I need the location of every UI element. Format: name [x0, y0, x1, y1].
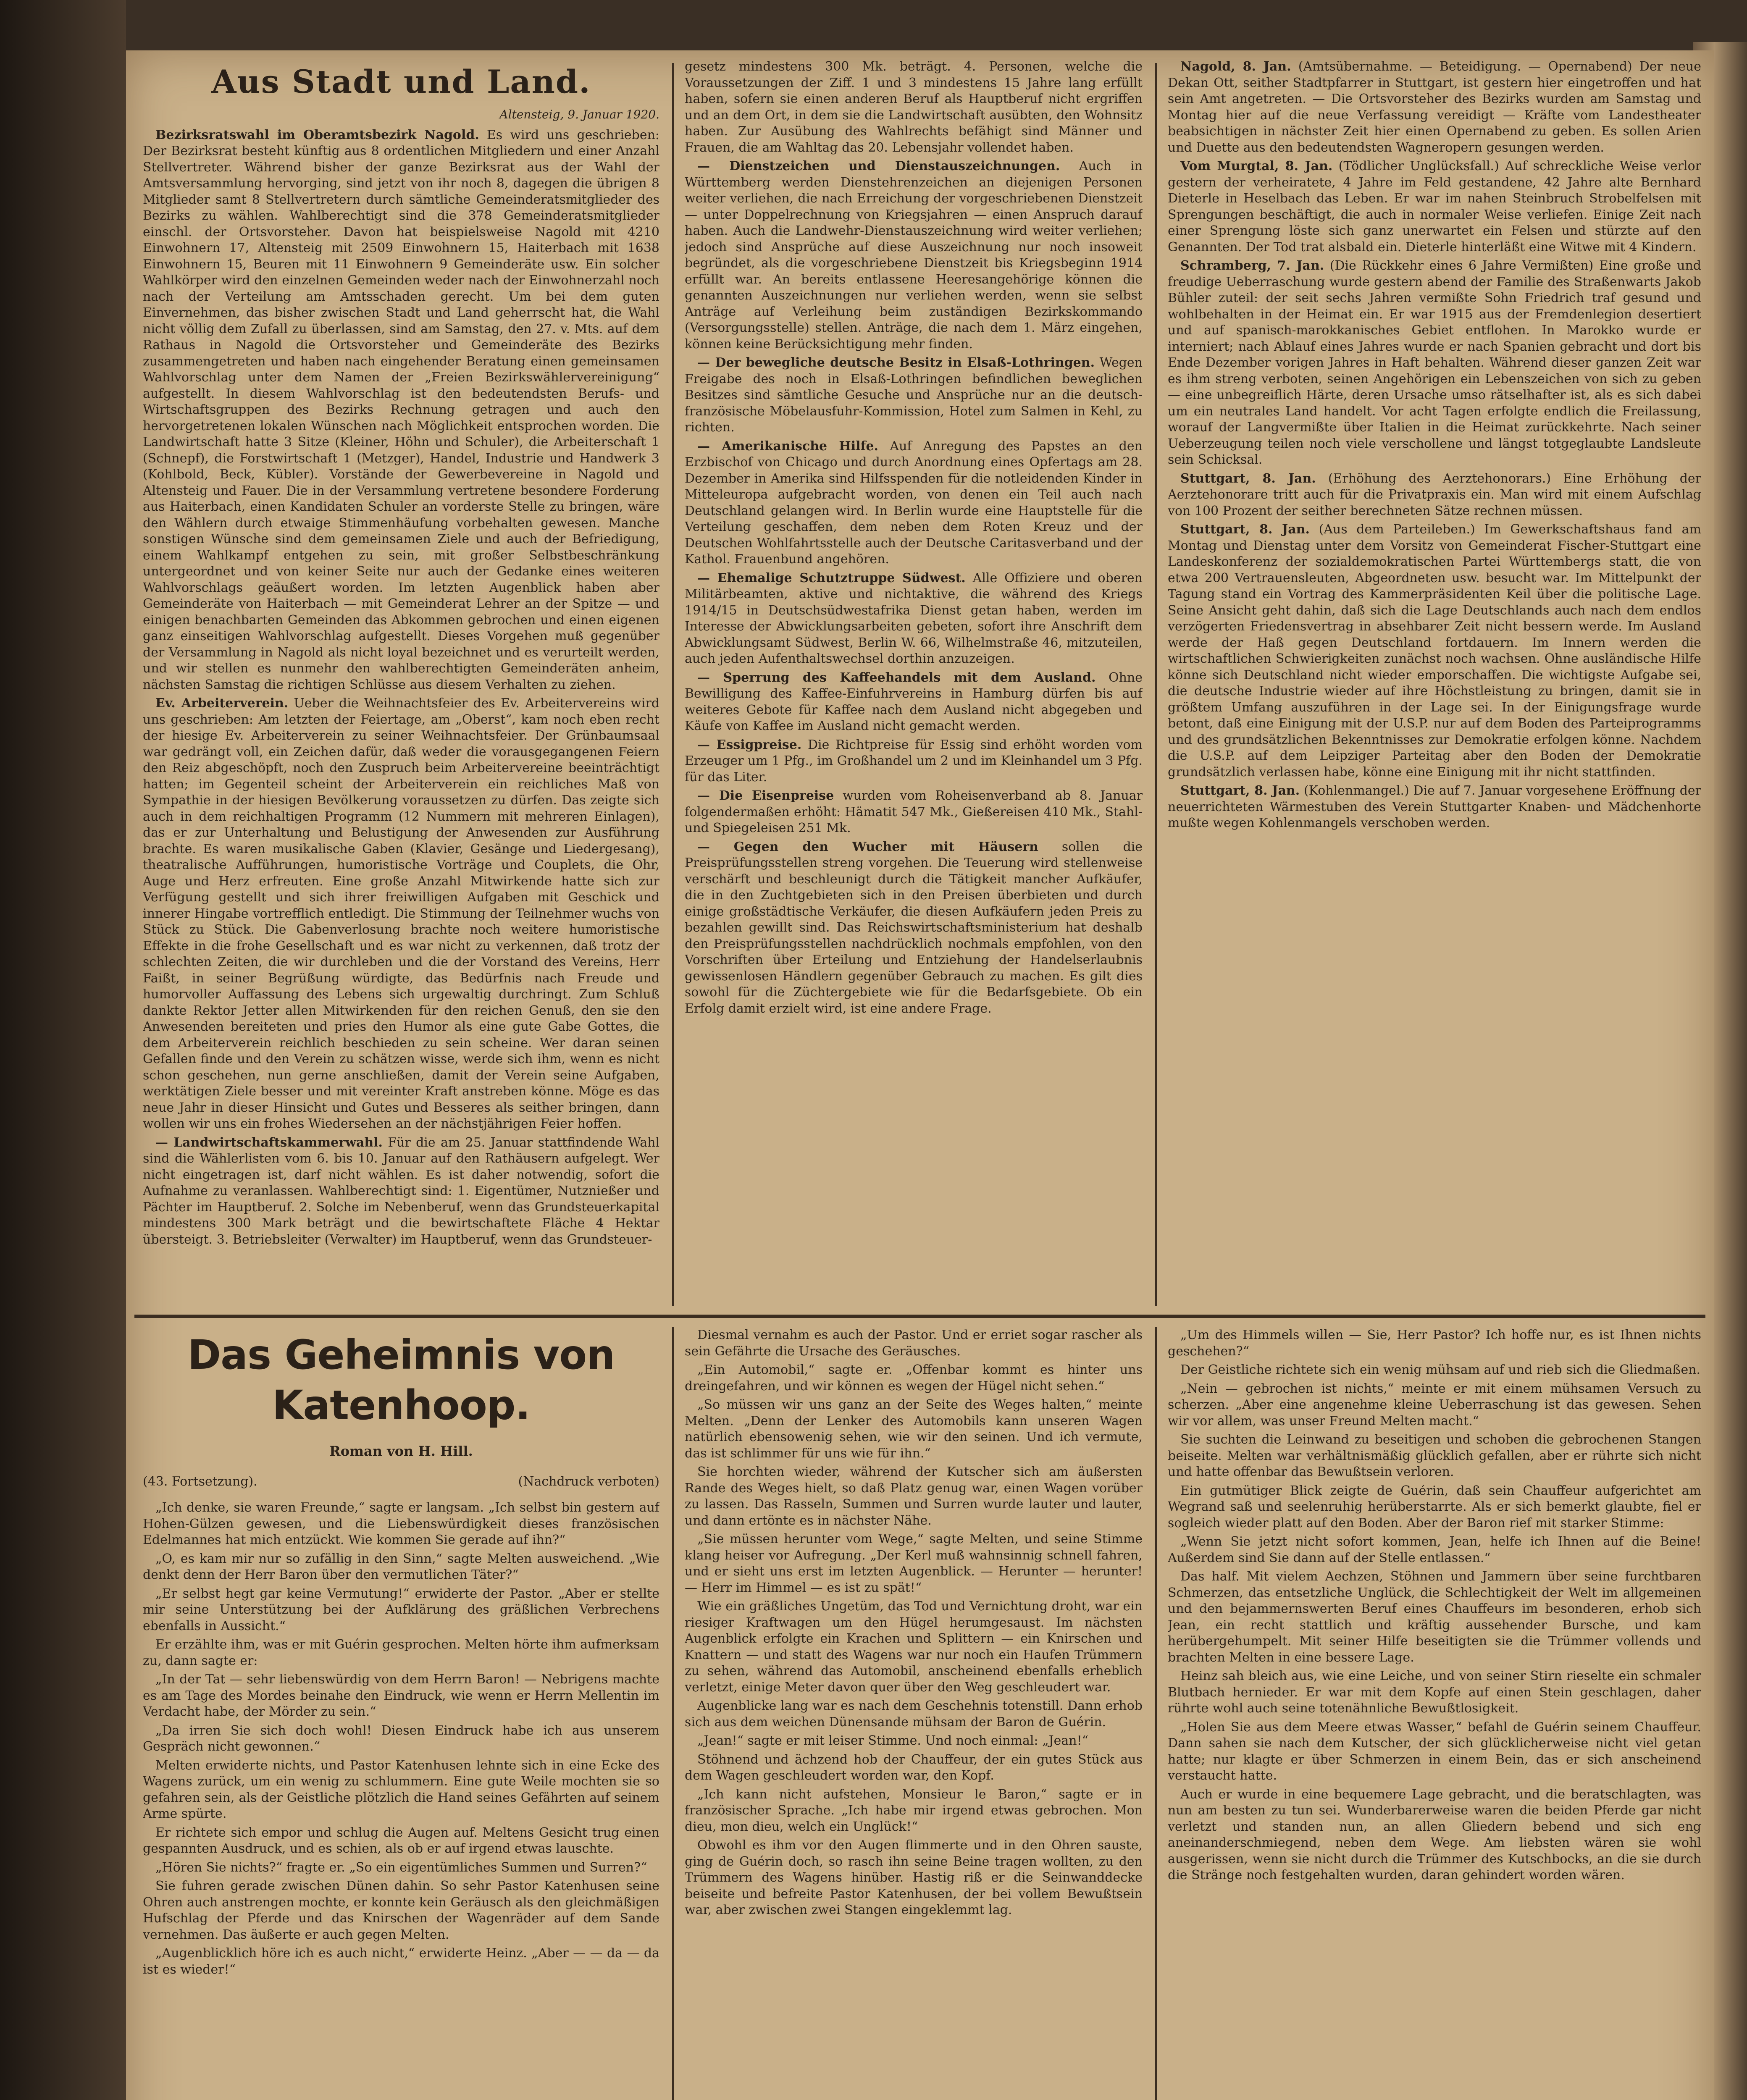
- serial-novel-column: [143, 1327, 659, 2100]
- column-rule: [672, 63, 674, 1306]
- article-text: Es wird uns geschrieben: Der Bezirksrat besteht künftig aus 8 ordentlichen Mitgliedern und einer Anzahl Stellvertreter. Während bisher der ganze Bezirksrat aus der Wahl der Amtsversammlung hervorging, sind jetzt von ihr noch 8, dagegen die übrigen 8 Mitglieder samt 8 Stellvertretern durch sämtliche Gemeinderatsmitglieder des Bezirks zu wählen. Wahlberechtigt sind die 378 Gemeinderatsmitglieder einschl. der Ortsvorsteher. Davon hat beispielsweise Nagold mit 4210 Einwohnern 17, Altensteig mit 2509 Einwohnern 15, Haiterbach mit 1638 Einwohnern 15, Beuren mit 11 Einwohnern 9 Gemeinderäte usw. Ein solcher Wahlkörper wird den einzelnen Gemeinden weder nach der Einwohnerzahl noch nach der Verteilung am Amtsschaden gerecht. Um bei dem guten Einvernehmen, das bisher zwischen Stadt und Land geherrscht hat, die Wahl nicht völlig dem Zufall zu überlassen, sind am Samstag, den 27. v. Mts. auf dem Rathaus in Nagold die Ortsvorsteher und Gemeinderäte des Bezirks zusammengetreten und haben nach eingehender Beratung einen gemeinsamen Wahlvorschlag unter dem Namen der „Freien Bezirkswählervereinigung“ aufgestellt. In diesem Wahlvorschlag ist den bedeutendsten Berufs- und Wirtschaftsgruppen des Bezirks Rechnung getragen und auch den hervorgetretenen lokalen Wünschen nach Möglichkeit entsprochen worden. Die Landwirtschaft hatte 3 Sitze (Kleiner, Höhn und Schuler), die Arbeiterschaft 1 (Schnepf), die Forstwirtschaft 1 (Metzger), Handel, Industrie und Handwerk 3 (Kohlbold, Beck, Kübler). Vorstände der Gewerbevereine in Nagold und Altensteig und Fauer. Die in der Versammlung vertretene besondere Forderung aus Haiterbach, einen Kandidaten Schuler an vorderste Stelle zu bringen, wäre den Wählern durch etwaige Stimmenhäufung vorbehalten gewesen. Manche sonstigen Wünsche sind dem gemeinsamen Ziele und auch der Befriedigung, einem Wahlkampf entgehen zu sein, mit großer Selbstbeschränkung untergeordnet und von keiner Seite nur auch der Gedanke eines weiteren Wahlvorschlags geäußert worden. Im letzten Augenblick haben aber Gemeinderäte von Haiterbach — mit Gemeinderat Lehrer an der Spitze — und einigen benachbarten Gemeinden das Abkommen gebrochen und einen eigenen ganz einseitigen Wahlvorschlag aufgestellt. Dieses Vorgehen muß gegenüber der Versammlung in Nagold als nicht loyal bezeichnet und es verurteilt werden, und wir stellen es nunmehr den wahlberechtigten Gemeinderäten anheim, nächsten Samstag die richtigen Schlüsse aus diesem Verhalten zu ziehen.: [143, 127, 659, 692]
- article-text: Für die am 25. Januar stattfindende Wahl sind die Wählerlisten vom 6. bis 10. Januar auf den Rathäusern aufgelegt. Wer nicht eingetragen ist, darf nicht wählen. Es ist daher notwendig, sofort die Aufnahme zu veranlassen. Wahlberechtigt sind: 1. Eigentümer, Nutznießer und Pächter im Hauptberuf. 2. Solche im Nebenberuf, wenn das Grundsteuerkapital mindestens 300 Mark beträgt und die bewirtschaftete Fläche 4 Hektar übersteigt. 3. Betriebsleiter (Verwalter) im Hauptberuf, wenn das Grundsteuer-: [143, 1135, 659, 1247]
- article-text: (Amtsübernahme. — Beteidigung. — Opernabend) Der neue Dekan Ott, seither Stadtpfarrer in Stuttgart, ist gestern hier eingetroffen und hat sein Amt angetreten. — Die Ortsvorsteher des Bezirks wurden am Samstag und Montag hier auf die neue Verfassung vereidigt — Kräfte vom Landestheater beabsichtigen in nächster Zeit hier einen Opernabend zu geben. Es sollen Arien und Duette aus den bedeutendsten Wagneropern gesungen werden.: [1168, 59, 1701, 155]
- article-text: Die Richtpreise für Essig sind erhöht worden vom Erzeuger um 1 Pfg., im Großhandel um 2 und im Kleinhandel um 3 Pfg. für das Liter.: [685, 737, 1143, 785]
- article-text: Ohne Bewilligung des Kaffee-Einfuhrvereins in Hamburg dürfen bis auf weiteres Gebote für Kaffee nach dem Ausland nicht abgegeben und Käufe von Kaffee im Ausland nicht gemacht werden.: [685, 670, 1143, 733]
- column-rule: [672, 1327, 674, 2100]
- article-text: sollen die Preisprüfungsstellen streng vorgehen. Die Teuerung wird stellenweise verschärft und beschleunigt durch die Tätigkeit mancher Aufkäufer, die in den Zuchtgebieten sich in den Preisen überbieten und durch einige großstädtische Verkäufer, die diesen Aufkäufern jeden Preis zu bezahlen gewillt sind. Das Reichswirtschaftsministerium hat deshalb den Preisprüfungsstellen nachdrücklich nochmals empfohlen, von den Vorschriften über Erteilung und Entziehung der Handelserlaubnis gewissenlosen Händlern gegenüber Gebrauch zu machen. Es gilt dies sowohl für die Züchtergebiete wie für die Bedarfsgebiete. Ob ein Erfolg damit erzielt wird, ist eine andere Frage.: [685, 839, 1143, 1016]
- article-lead: — Die Eisenpreise: [697, 788, 834, 803]
- serial-title: Das Geheimnis von Katenhoop.: [187, 1331, 615, 1429]
- article: [685, 788, 1143, 837]
- article: [1168, 258, 1701, 468]
- article-text: Alle Offiziere und oberen Militärbeamten, aktive und nichtaktive, die während des Kriegs 1914/15 in Deutschsüdwestafrika Dienst getan haben, werden im Interesse der Abwicklungsarbeiten gebeten, sofort ihre Anschrift dem Abwicklungsamt Südwest, Berlin W. 66, Wilhelmstraße 46, mitzuteilen, auch jeden Aufenthaltswechsel dorthin anzuzeigen.: [685, 570, 1143, 666]
- article: [685, 59, 1143, 156]
- novel-paragraph: Augenblicke lang war es nach dem Geschehnis totenstill. Dann erhob sich aus dem weichen Dünensande mühsam der Baron de Guérin.: [685, 1698, 1143, 1730]
- novel-paragraph: Heinz sah bleich aus, wie eine Leiche, und von seiner Stirn rieselte ein schmaler Blutbach hernieder. Er war mit dem Kopfe auf einen Stein geschlagen, daher rührte wohl auch seine totenähnliche Bewußtlosigkeit.: [1168, 1669, 1701, 1716]
- novel-paragraph: Sie horchten wieder, während der Kutscher sich am äußersten Rande des Weges hielt, so daß Platz genug war, einen Wagen vorüber zu lassen. Das Rasseln, Summen und Surren wurde lauter und lauter, und dann ertönte es in nächster Nähe.: [685, 1465, 1143, 1528]
- novel-paragraph: Obwohl es ihm vor den Augen flimmerte und in den Ohren sauste, ging de Guérin doch, so rasch ihn seine Beine tragen wollten, zu den Trümmern des Wagens hinüber. Hastig riß er die Seinwanddecke beiseite und befreite Pastor Katenhusen, der bei vollem Bewußtsein war, aber zwischen zwei Stangen eingeklemmt lag.: [685, 1838, 1143, 1917]
- novel-paragraph: Er richtete sich empor und schlug die Augen auf. Meltens Gesicht trug einen gespannten Ausdruck, und es schien, als ob er auf irgend etwas lauschte.: [143, 1825, 659, 1856]
- serial-novel-column: [685, 1327, 1143, 2100]
- novel-paragraph: Stöhnend und ächzend hob der Chauffeur, der ein gutes Stück aus dem Wagen geschleudert worden war, den Kopf.: [685, 1752, 1143, 1783]
- article-lead: Vom Murgtal, 8. Jan.: [1180, 159, 1333, 173]
- novel-paragraph: „Hören Sie nichts?“ fragte er. „So ein eigentümliches Summen und Surren?“: [155, 1860, 647, 1875]
- section-rule: [134, 1315, 1705, 1318]
- novel-paragraph: „O, es kam mir nur so zufällig in den Sinn,“ sagte Melten ausweichend. „Wie denkt denn der Herr Baron über den vermutlichen Täter?“: [143, 1551, 659, 1582]
- article: [1168, 471, 1701, 520]
- local-news-column: [685, 59, 1143, 1310]
- novel-paragraph: Er erzählte ihm, was er mit Guérin gesprochen. Melten hörte ihm aufmerksam zu, dann sagte er:: [143, 1637, 659, 1668]
- article: [685, 158, 1143, 352]
- novel-paragraph: „Wenn Sie jetzt nicht sofort kommen, Jean, helfe ich Ihnen auf die Beine! Außerdem sind Sie dann auf der Stelle entlassen.“: [1168, 1534, 1701, 1565]
- article-lead: — Essigpreise.: [697, 737, 802, 752]
- article-lead: Bezirksratswahl im Oberamtsbezirk Nagold.: [155, 127, 479, 142]
- novel-paragraph: Melten erwiderte nichts, und Pastor Katenhusen lehnte sich in eine Ecke des Wagens zurück, um ein wenig zu schlummern. Eine gute Weile mochten sie so gefahren sein, als der Geistliche plötzlich die Hand seines Gefährten auf seinem Arme spürte.: [143, 1758, 659, 1821]
- book-spine-shadow: [0, 0, 126, 2100]
- reprint-notice: (Nachdruck verboten): [518, 1474, 659, 1489]
- novel-paragraph: „In der Tat — sehr liebenswürdig von dem Herrn Baron! — Nebrigens machte es am Tage des Mordes beinahe den Eindruck, wie wenn er Herrn Mellentin im Verdacht habe, der Mörder zu sein.“: [143, 1672, 659, 1719]
- novel-paragraph: Das half. Mit vielem Aechzen, Stöhnen und Jammern über seine furchtbaren Schmerzen, das entsetzliche Unglück, die Schlechtigkeit der Welt im allgemeinen und den bejammernswerten Beruf eines Chauffeurs im besonderen, erhob sich Jean, ein recht stattlich und kräftig aussehender Bursche, und kam herübergehumpelt. Mit seiner Hilfe beseitigten sie die Trümmer vollends und brachten Melten in eine bessere Lage.: [1168, 1569, 1701, 1665]
- article-text: gesetz mindestens 300 Mk. beträgt. 4. Personen, welche die Voraussetzungen der Ziff. 1 und 3 mindestens 15 Jahre lang erfüllt haben, sofern sie einen anderen Beruf als Hauptberuf nicht ergriffen und an dem Ort, in dem sie die Landwirtschaft ausübten, den Wohnsitz haben. Zur Ausübung des Wahlrechts befähigt sind Männer und Frauen, die am Wahltag das 20. Lebensjahr vollendet haben.: [685, 59, 1143, 155]
- novel-paragraph: Sie suchten die Leinwand zu beseitigen und schoben die gebrochenen Stangen beiseite. Melten war verhältnismäßig glücklich gefallen, aber er rührte sich nicht und hatte offenbar das Bewußtsein verloren.: [1168, 1432, 1701, 1479]
- installment-line: [143, 1474, 659, 1490]
- newspaper-page: [126, 50, 1714, 2100]
- article-lead: — Ehemalige Schutztruppe Südwest.: [697, 570, 966, 585]
- article: [685, 438, 1143, 568]
- article: [143, 1135, 659, 1248]
- article-lead: — Landwirtschaftskammerwahl.: [155, 1135, 383, 1150]
- novel-paragraph: „Nein — gebrochen ist nichts,“ meinte er mit einem mühsamen Versuch zu scherzen. „Aber eine angenehme kleine Ueberraschung ist das gewesen. Sehen wir vor allem, was unser Freund Melten macht.“: [1168, 1381, 1701, 1428]
- column-rule: [1155, 63, 1157, 1306]
- article: [143, 696, 659, 1132]
- novel-paragraph: „Er selbst hegt gar keine Vermutung!“ erwiderte der Pastor. „Aber er stellte mir seine Unterstützung bei der Aufklärung des gräßlichen Verbrechens ebenfalls in Aussicht.“: [143, 1586, 659, 1633]
- novel-paragraph: „So müssen wir uns ganz an der Seite des Weges halten,“ meinte Melten. „Denn der Lenker des Automobils kann unseren Wagen natürlich ebensowenig sehen, wie wir den seinen. Und ich vermute, das ist schlimmer für uns wie für ihn.“: [685, 1397, 1143, 1461]
- article-lead: Stuttgart, 8. Jan.: [1180, 471, 1316, 486]
- novel-paragraph: Ein gutmütiger Blick zeigte de Guérin, daß sein Chauffeur aufgerichtet am Wegrand saß und seelenruhig herüberstarrte. Als er sich bemerkt glaubte, fiel er sogleich wieder platt auf den Boden. Aber der Baron rief mit starker Stimme:: [1168, 1483, 1701, 1530]
- article-lead: Nagold, 8. Jan.: [1180, 59, 1291, 74]
- article-lead: — Sperrung des Kaffeehandels mit dem Ausland.: [697, 670, 1096, 685]
- serial-novel-column: [1168, 1327, 1701, 2100]
- serial-byline: Roman von H. Hill.: [329, 1443, 473, 1459]
- article: [685, 355, 1143, 436]
- article-text: Auf Anregung des Papstes an den Erzbischof von Chicago und durch Anordnung eines Opfertags am 28. Dezember in Amerika sind Hilfsspenden für die notleidenden Kinder in Mitteleuropa aufgebracht worden, von denen ein Teil auch nach Deutschland gelangen wird. In Berlin wurde eine Hauptstelle für die Verteilung geschaffen, dem neben dem Roten Kreuz und der Deutschen Wohlfahrtsstelle auch der Deutsche Caritasverband und der Kathol. Frauenbund angehören.: [685, 438, 1143, 567]
- regional-news-column: [1168, 59, 1701, 1310]
- article-text: (Die Rückkehr eines 6 Jahre Vermißten) Eine große und freudige Ueberraschung wurde gestern abend der Familie des Straßenwarts Jakob Bühler zuteil: der seit sechs Jahren vermißte Sohn Friedrich traf gesund und wohlbehalten in der Heimat ein. Er war 1915 aus der Fremdenlegion desertiert und auf spanisch-marokkanisches Gebiet entflohen. In Marokko wurde er interniert; nach Ablauf eines Jahres wurde er nach Spanien gebracht und dort bis Ende Dezember vorigen Jahres in Haft behalten. Während dieser ganzen Zeit war es ihm streng verboten, seinen Angehörigen ein Lebenszeichen von sich zu geben — eine unbegreiflich Härte, deren Ursache umso rätselhafter ist, als es sich dabei um ein neutrales Land handelt. Vor acht Tagen erfolgte endlich die Freilassung, worauf der Langvermißte über Italien in die Heimat zurückkehrte. Nach seiner Ueberzeugung teilen noch viele verschollene und längst totgeglaubte Landsleute sein Schicksal.: [1168, 258, 1701, 467]
- novel-paragraph: „Ein Automobil,“ sagte er. „Offenbar kommt es hinter uns dreingefahren, und wir können es wegen der Hügel nicht sehen.“: [685, 1362, 1143, 1394]
- article-text: Ueber die Weihnachtsfeier des Ev. Arbeitervereins wird uns geschrieben: Am letzten der Feiertage, am „Oberst“, kam noch eben recht der hiesige Ev. Arbeiterverein zu seiner Weihnachtsfeier. Der Grünbaumsaal war gedrängt voll, ein Zeichen dafür, daß weder die vorausgegangenen Feiern den Reiz abgeschöpft, noch den Zuspruch beim Arbeitervereine beeinträchtigt hatten; im Gegenteil scheint der Arbeiterverein ein reichliches Maß von Sympathie in der hiesigen Bevölkerung voraussetzen zu dürfen. Das zeigte sich auch in dem reichhaltigen Programm (12 Nummern mit mehreren Einlagen), das er zur Unterhaltung und Belustigung der Anwesenden zur Ausführung brachte. Es waren musikalische Gaben (Klavier, Gesänge und Liedergesang), theatralische Aufführungen, humoristische Vorträge und Couplets, die Ohr, Auge und Herz erfreuten. Eine große Anzahl Mitwirkende hatte sich zur Verfügung gestellt und sich ihrer freiwilligen Aufgaben mit Geschick und innerer Hingabe vortrefflich entledigt. Die Stimmung der Teilnehmer wuchs von Stück zu Stück. Die Gabenverlosung brachte noch weitere humoristische Effekte in die frohe Gesellschaft und es war nicht zu verkennen, daß trotz der schlechten Zeiten, die wir durchleben und die der Vorstand des Vereins, Herr Faißt, in seiner Begrüßung würdigte, das Bedürfnis nach Freude und humorvoller Auffassung des Lebens sich urgewaltig durchringt. Zum Schluß dankte Rektor Jetter allen Mitwirkenden für den reichen Genuß, den sie den Anwesenden bereiteten und pries den Humor als eine gute Gabe Gottes, die dem Arbeiterverein reichlich beschieden zu sein scheine. Wer daran seinen Gefallen finde und den Verein zu schätzen wisse, werde sich ihm, wenn es nicht schon geschehen, nun gerne anschließen, damit der Verein seine Aufgaben, werktätigen Ziele besser und mit vereinter Kraft anstreben könne. Möge es das neue Jahr in dieser Hinsicht und Gutes und Besseres als seither bringen, dann wollen wir uns ein frohes Wiedersehen an der nächstjährigen Feier hoffen.: [143, 696, 659, 1131]
- article: [143, 127, 659, 693]
- novel-paragraph: „Jean!“ sagte er mit leiser Stimme. Und noch einmal: „Jean!“: [697, 1733, 1088, 1748]
- novel-paragraph: „Augenblicklich höre ich es auch nicht,“ erwiderte Heinz. „Aber — — da — da ist es wieder!“: [143, 1946, 659, 1977]
- article-text: Wegen Freigabe des noch in Elsaß-Lothringen befindlichen beweglichen Besitzes sind sämtliche Gesuche und Ansprüche nur an die deutsch-französische Möbelausfuhr-Kommission, Hotel zum Salmen in Kehl, zu richten.: [685, 355, 1143, 435]
- article: [1168, 522, 1701, 780]
- installment-number: (43. Fortsetzung).: [143, 1474, 257, 1489]
- article: [685, 670, 1143, 735]
- novel-paragraph: „Sie müssen herunter vom Wege,“ sagte Melten, und seine Stimme klang heiser vor Aufregung. „Der Kerl muß wahnsinnig schnell fahren, und er sieht uns erst im letzten Augenblick. — Herunter — herunter! — Herr im Himmel — es ist zu spät!“: [685, 1532, 1143, 1595]
- dateline: Altensteig, 9. Januar 1920.: [499, 108, 659, 121]
- local-news-column: [143, 59, 659, 1310]
- article-lead: Ev. Arbeiterverein.: [155, 696, 289, 711]
- article: [685, 839, 1143, 1017]
- novel-paragraph: Auch er wurde in eine bequemere Lage gebracht, und die beratschlagten, was nun am besten zu tun sei. Wunderbarerweise waren die beiden Pferde gar nicht verletzt und standen nun, an allen Gliedern bebend und sich eng aneinanderschmiegend, neben dem Wege. Am liebsten wären sie wohl ausgerissen, wenn sie nicht durch die Trümmer des Kutschbocks, an die sie durch die Stränge noch festgehalten wurden, daran gehindert worden wären.: [1168, 1787, 1701, 1882]
- article: [1168, 158, 1701, 255]
- article-text: (Aus dem Parteileben.) Im Gewerkschaftshaus fand am Montag und Dienstag unter dem Vorsitz von Gemeinderat Fischer-Stuttgart eine Landeskonferenz der sozialdemokratischen Partei Württembergs statt, die von etwa 200 Vertrauensleuten, Abgeordneten usw. besucht war. Im Mittelpunkt der Tagung stand ein Vortrag des Kammerpräsidenten Keil über die politische Lage. Seine Ansicht geht dahin, daß sich die Lage Deutschlands auch nach dem endlos verzögerten Friedensvertrag in absehbarer Zeit nicht bessern werde. Im Ausland werde der Haß gegen Deutschland fortdauern. Im Innern werden die wirtschaftlichen Schwierigkeiten zunächst noch wachsen. Ohne ausländische Hilfe könne sich Deutschland nicht wieder emporschaffen. Die wichtigste Aufgabe sei, die deutsche Industrie wieder auf ihre Höchstleistung zu bringen, damit sie in größtem Umfang auszuführen in der Lage sei. In der Einigungsfrage wurde betont, daß eine Einigung mit der U.S.P. nur auf dem Boden des Parteiprogramms und des grundsätzlichen Bekenntnisses zur Demokratie erfolgen könne. Nachdem die U.S.P. auf dem Leipziger Parteitag aber den Boden der Demokratie grundsätzlich verlassen habe, könne eine Einigung mit ihr nicht stattfinden.: [1168, 522, 1701, 780]
- article: [685, 570, 1143, 667]
- article-lead: Schramberg, 7. Jan.: [1180, 258, 1324, 273]
- article-text: wurden vom Roheisenverband ab 8. Januar folgendermaßen erhöht: Hämatit 547 Mk., Gießereisen 410 Mk., Stahl- und Spiegeleisen 251 Mk.: [685, 788, 1143, 835]
- article-lead: — Gegen den Wucher mit Häusern: [697, 839, 1038, 854]
- article-text: (Erhöhung des Aerztehonorars.) Eine Erhöhung der Aerztehonorare tritt auch für die Privatpraxis ein. Man wird mit einem Aufschlag von 100 Prozent der seither berechneten Sätze rechnen müssen.: [1168, 471, 1701, 518]
- article-text: (Tödlicher Unglücksfall.) Auf schreckliche Weise verlor gestern der verheiratete, 4 Jahre im Feld gestandene, 42 Jahre alte Bernhard Dieterle in Heselbach das Leben. Er war im nahen Steinbruch Strobelfelsen mit Sprengungen beschäftigt, die auch in normaler Weise verliefen. Einige Zeit nach einer Sprengung löste sich ganz unerwartet ein Felsen und stürzte auf den Genannten. Der Tod trat alsbald ein. Dieterle hinterläßt eine Witwe mit 4 Kindern.: [1168, 159, 1701, 255]
- article-text: Auch in Württemberg werden Dienstehrenzeichen an diejenigen Personen weiter verliehen, die nach Erreichung der vorgeschriebenen Dienstzeit — unter Doppelrechnung von Kriegsjahren — einen Anspruch darauf haben. Auch die Landwehr-Dienstauszeichnung wird weiter verliehen; jedoch sind Ansprüche auf diese Auszeichnung nur noch insoweit begründet, als die vorgeschriebene Dienstzeit bis Kriegsbeginn 1914 erfüllt war. An bereits entlassene Heeresangehörige können die genannten Auszeichnungen nur verliehen werden, wenn sie selbst Anträge auf Verleihung beim zuständigen Bezirkskommando (Versorgungsstelle) stellen. Anträge, die nach dem 1. März eingehen, können keine Berücksichtigung mehr finden.: [685, 159, 1143, 352]
- novel-paragraph: „Um des Himmels willen — Sie, Herr Pastor? Ich hoffe nur, es ist Ihnen nichts geschehen?“: [1168, 1328, 1701, 1359]
- article: [1168, 783, 1701, 832]
- novel-paragraph: Wie ein gräßliches Ungetüm, das Tod und Vernichtung droht, war ein riesiger Kraftwagen um den Hügel herumgesaust. Im nächsten Augenblick erfolgte ein Krachen und Splittern — ein Knirschen und Knattern — und statt des Wagens war nur noch ein Haufen Trümmern zu sehen, während das Automobil, anscheinend ebenfalls erheblich verletzt, einige Meter davon quer über den Weg geschleudert war.: [685, 1599, 1143, 1695]
- novel-paragraph: „Ich kann nicht aufstehen, Monsieur le Baron,“ sagte er in französischer Sprache. „Ich habe mir irgend etwas gebrochen. Mon dieu, mon dieu, welch ein Unglück!“: [685, 1787, 1143, 1834]
- section-heading: Aus Stadt und Land.: [211, 63, 591, 100]
- article-lead: — Der bewegliche deutsche Besitz in Elsaß-Lothringen.: [697, 355, 1095, 370]
- novel-paragraph: Diesmal vernahm es auch der Pastor. Und er erriet sogar rascher als sein Gefährte die Ursache des Geräusches.: [685, 1328, 1143, 1359]
- novel-paragraph: „Holen Sie aus dem Meere etwas Wasser,“ befahl de Guérin seinem Chauffeur. Dann sahen sie nach dem Kutscher, der sich glücklicherweise nicht viel getan hatte; nur klagte er über Schmerzen in einem Bein, das er sich anscheinend verstaucht hatte.: [1168, 1719, 1701, 1783]
- article-lead: Stuttgart, 8. Jan.: [1180, 783, 1300, 798]
- article-lead: — Dienstzeichen und Dienstauszeichnungen.: [697, 159, 1060, 173]
- novel-paragraph: „Ich denke, sie waren Freunde,“ sagte er langsam. „Ich selbst bin gestern auf Hohen-Gülzen gewesen, und die Liebenswürdigkeit dieses französischen Edelmannes hat mich entzückt. Wie kommen Sie gerade auf ihn?“: [143, 1500, 659, 1547]
- article: [685, 737, 1143, 786]
- article-lead: — Amerikanische Hilfe.: [697, 438, 878, 454]
- article-text: (Kohlenmangel.) Die auf 7. Januar vorgesehene Eröffnung der neuerrichteten Wärmestuben des Verein Stuttgarter Knaben- und Mädchenhorte mußte wegen Kohlenmangels verschoben werden.: [1168, 783, 1701, 830]
- column-rule: [1155, 1327, 1157, 2100]
- novel-paragraph: „Da irren Sie sich doch wohl! Diesen Eindruck habe ich aus unserem Gespräch nicht gewonnen.“: [143, 1723, 659, 1754]
- novel-paragraph: Sie fuhren gerade zwischen Dünen dahin. So sehr Pastor Katenhusen seine Ohren auch anstrengen mochte, er konnte kein Geräusch als den gleichmäßigen Hufschlag der Pferde und das Knirschen der Wagenräder auf dem Sande vernehmen. Das äußerte er auch gegen Melten.: [143, 1879, 659, 1942]
- novel-paragraph: Der Geistliche richtete sich ein wenig mühsam auf und rieb sich die Gliedmaßen.: [1180, 1362, 1701, 1377]
- article-lead: Stuttgart, 8. Jan.: [1180, 522, 1310, 537]
- article: [1168, 59, 1701, 156]
